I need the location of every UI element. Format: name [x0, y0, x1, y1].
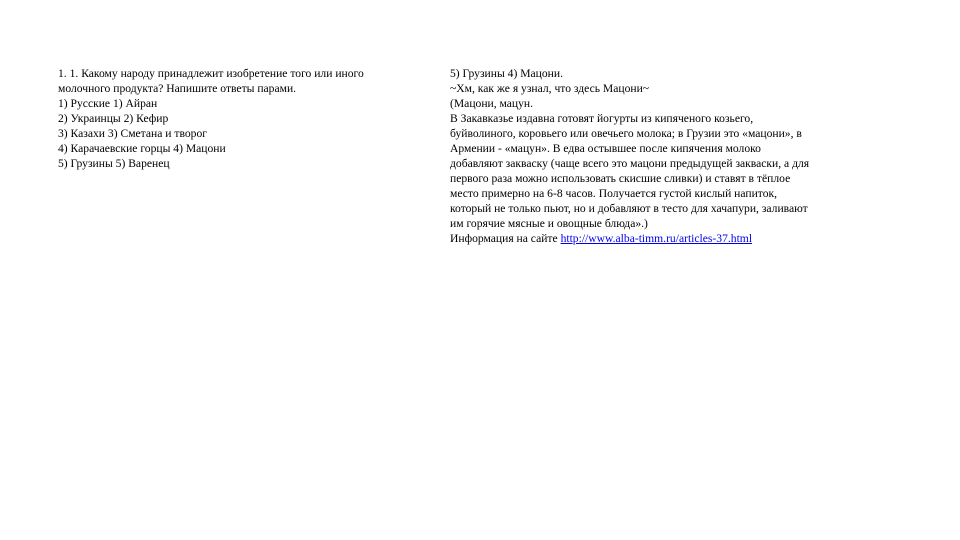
question-line: молочного продукта? Напишите ответы парами. [58, 82, 297, 95]
answer-line: Армении - «мацун». В едва остывшее после кипячения молоко [450, 142, 761, 155]
source-line [450, 231, 900, 246]
pair-line: 2) Украинцы 2) Кефир [58, 112, 169, 125]
answer-line: (Мацони, мацун. [450, 97, 534, 110]
pair-line: 3) Казахи 3) Сметана и творог [58, 127, 207, 140]
question-text [58, 66, 438, 171]
source-link[interactable]: http://www.alba-timm.ru/articles-37.html [560, 232, 753, 245]
answer-line: который не только пьют, но и добавляют в тесто для хачапури, заливают [450, 202, 808, 215]
answer-text [450, 66, 900, 246]
pair-line: 5) Грузины 5) Варенец [58, 157, 170, 170]
answer-line: добавляют закваску (чаще всего это мацони предыдущей закваски, а для [450, 157, 810, 170]
source-prefix: Информация на сайте [450, 232, 561, 245]
question-line: 1. 1. Какому народу принадлежит изобретение того или иного [58, 67, 364, 80]
answer-line: первого раза можно использовать скисшие сливки) и ставят в тёплое [450, 172, 791, 185]
pair-line: 4) Карачаевские горцы 4) Мацони [58, 142, 226, 155]
answer-line: 5) Грузины 4) Мацони. [450, 67, 563, 80]
answer-line: буйволиного, коровьего или овечьего молока; в Грузии это «мацони», в [450, 127, 802, 140]
answer-line: место примерно на 6-8 часов. Получается густой кислый напиток, [450, 187, 778, 200]
pair-line: 1) Русские 1) Айран [58, 97, 158, 110]
answer-line: им горячие мясные и овощные блюда».) [450, 217, 648, 230]
answer-line: В Закавказье издавна готовят йогурты из кипяченого козьего, [450, 112, 754, 125]
answer-line: ~Хм, как же я узнал, что здесь Мацони~ [450, 82, 650, 95]
